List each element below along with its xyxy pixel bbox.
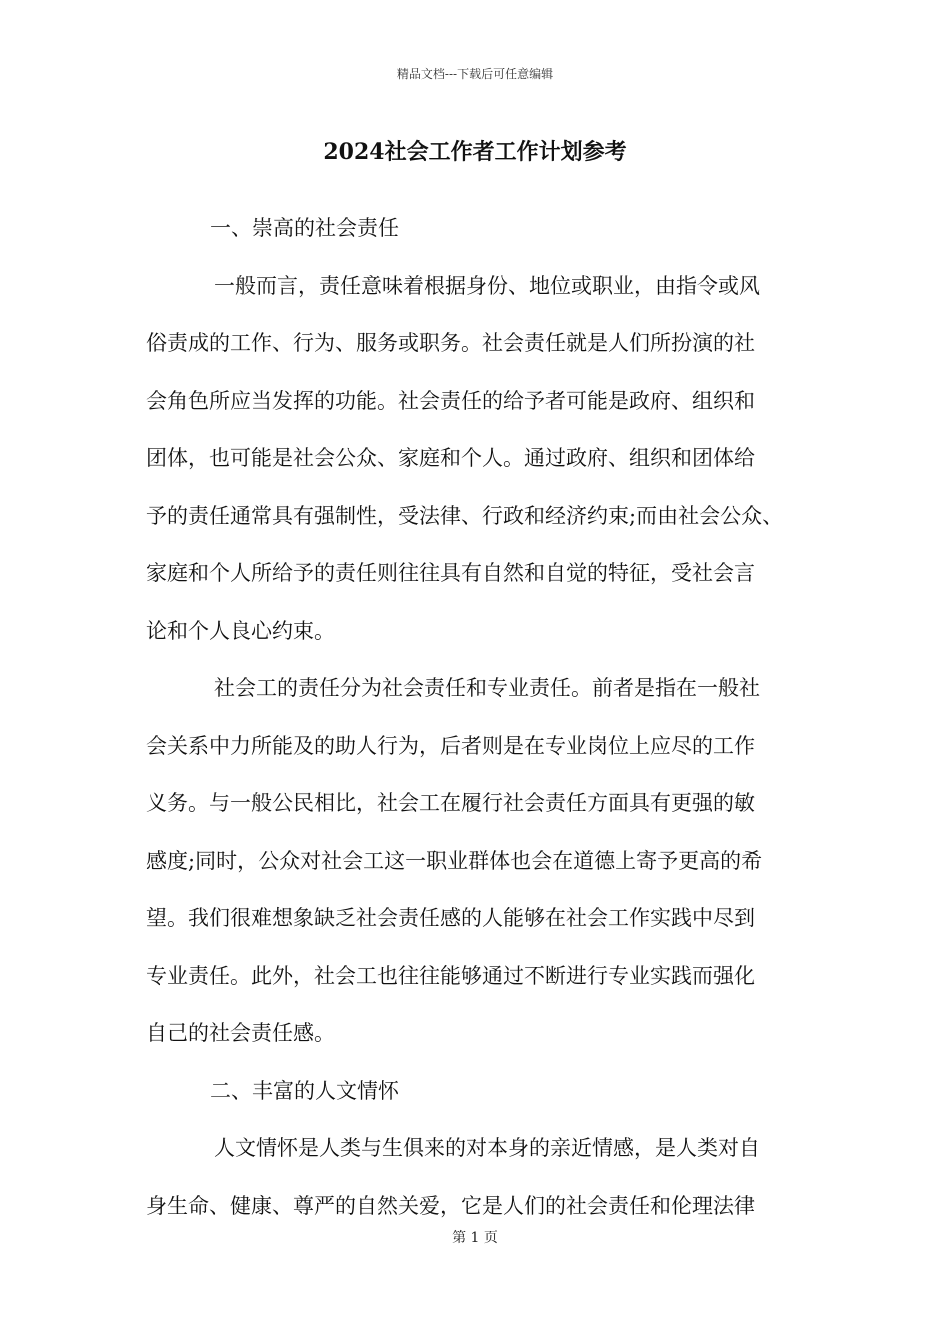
text-line: 会角色所应当发挥的功能。社会责任的给予者可能是政府、组织和 <box>146 388 755 413</box>
text-line: 感度;同时，公众对社会工这一职业群体也会在道德上寄予更高的希 <box>146 848 763 873</box>
page-header: 精品文档---下载后可任意编辑 <box>396 67 554 81</box>
text-line: 论和个人良心约束。 <box>146 618 335 643</box>
text-line: 俗责成的工作、行为、服务或职务。社会责任就是人们所扮演的社 <box>146 331 755 355</box>
text-line: 团体，也可能是社会公众、家庭和个人。通过政府、组织和团体给 <box>146 446 755 470</box>
text-line: 家庭和个人所给予的责任则往往具有自然和自觉的特征，受社会言 <box>146 561 755 585</box>
document-title: 2024社会工作者工作计划参考 <box>323 139 627 165</box>
text-line: 身生命、健康、尊严的自然关爱，它是人们的社会责任和伦理法律 <box>146 1193 755 1218</box>
text-line: 义务。与一般公民相比，社会工在履行社会责任方面具有更强的敏 <box>146 791 755 815</box>
text-line: 会关系中力所能及的助人行为，后者则是在专业岗位上应尽的工作 <box>146 733 755 758</box>
document-body <box>146 200 816 1235</box>
section-heading: 一、崇高的社会责任 <box>210 216 399 240</box>
text-line: 人文情怀是人类与生俱来的对本身的亲近情感，是人类对自 <box>214 1136 760 1160</box>
text-line: 予的责任通常具有强制性，受法律、行政和经济约束;而由社会公众、 <box>146 503 784 528</box>
text-line: 一般而言，责任意味着根据身份、地位或职业，由指令或风 <box>214 273 760 298</box>
text-line: 社会工的责任分为社会责任和专业责任。前者是指在一般社 <box>214 676 760 700</box>
page-number: 第 1 页 <box>452 1230 498 1246</box>
text-line: 望。我们很难想象缺乏社会责任感的人能够在社会工作实践中尽到 <box>146 906 755 930</box>
text-line: 自己的社会责任感。 <box>146 1021 335 1045</box>
section-heading: 二、丰富的人文情怀 <box>210 1078 399 1103</box>
text-line: 专业责任。此外，社会工也往往能够通过不断进行专业实践而强化 <box>146 963 755 988</box>
